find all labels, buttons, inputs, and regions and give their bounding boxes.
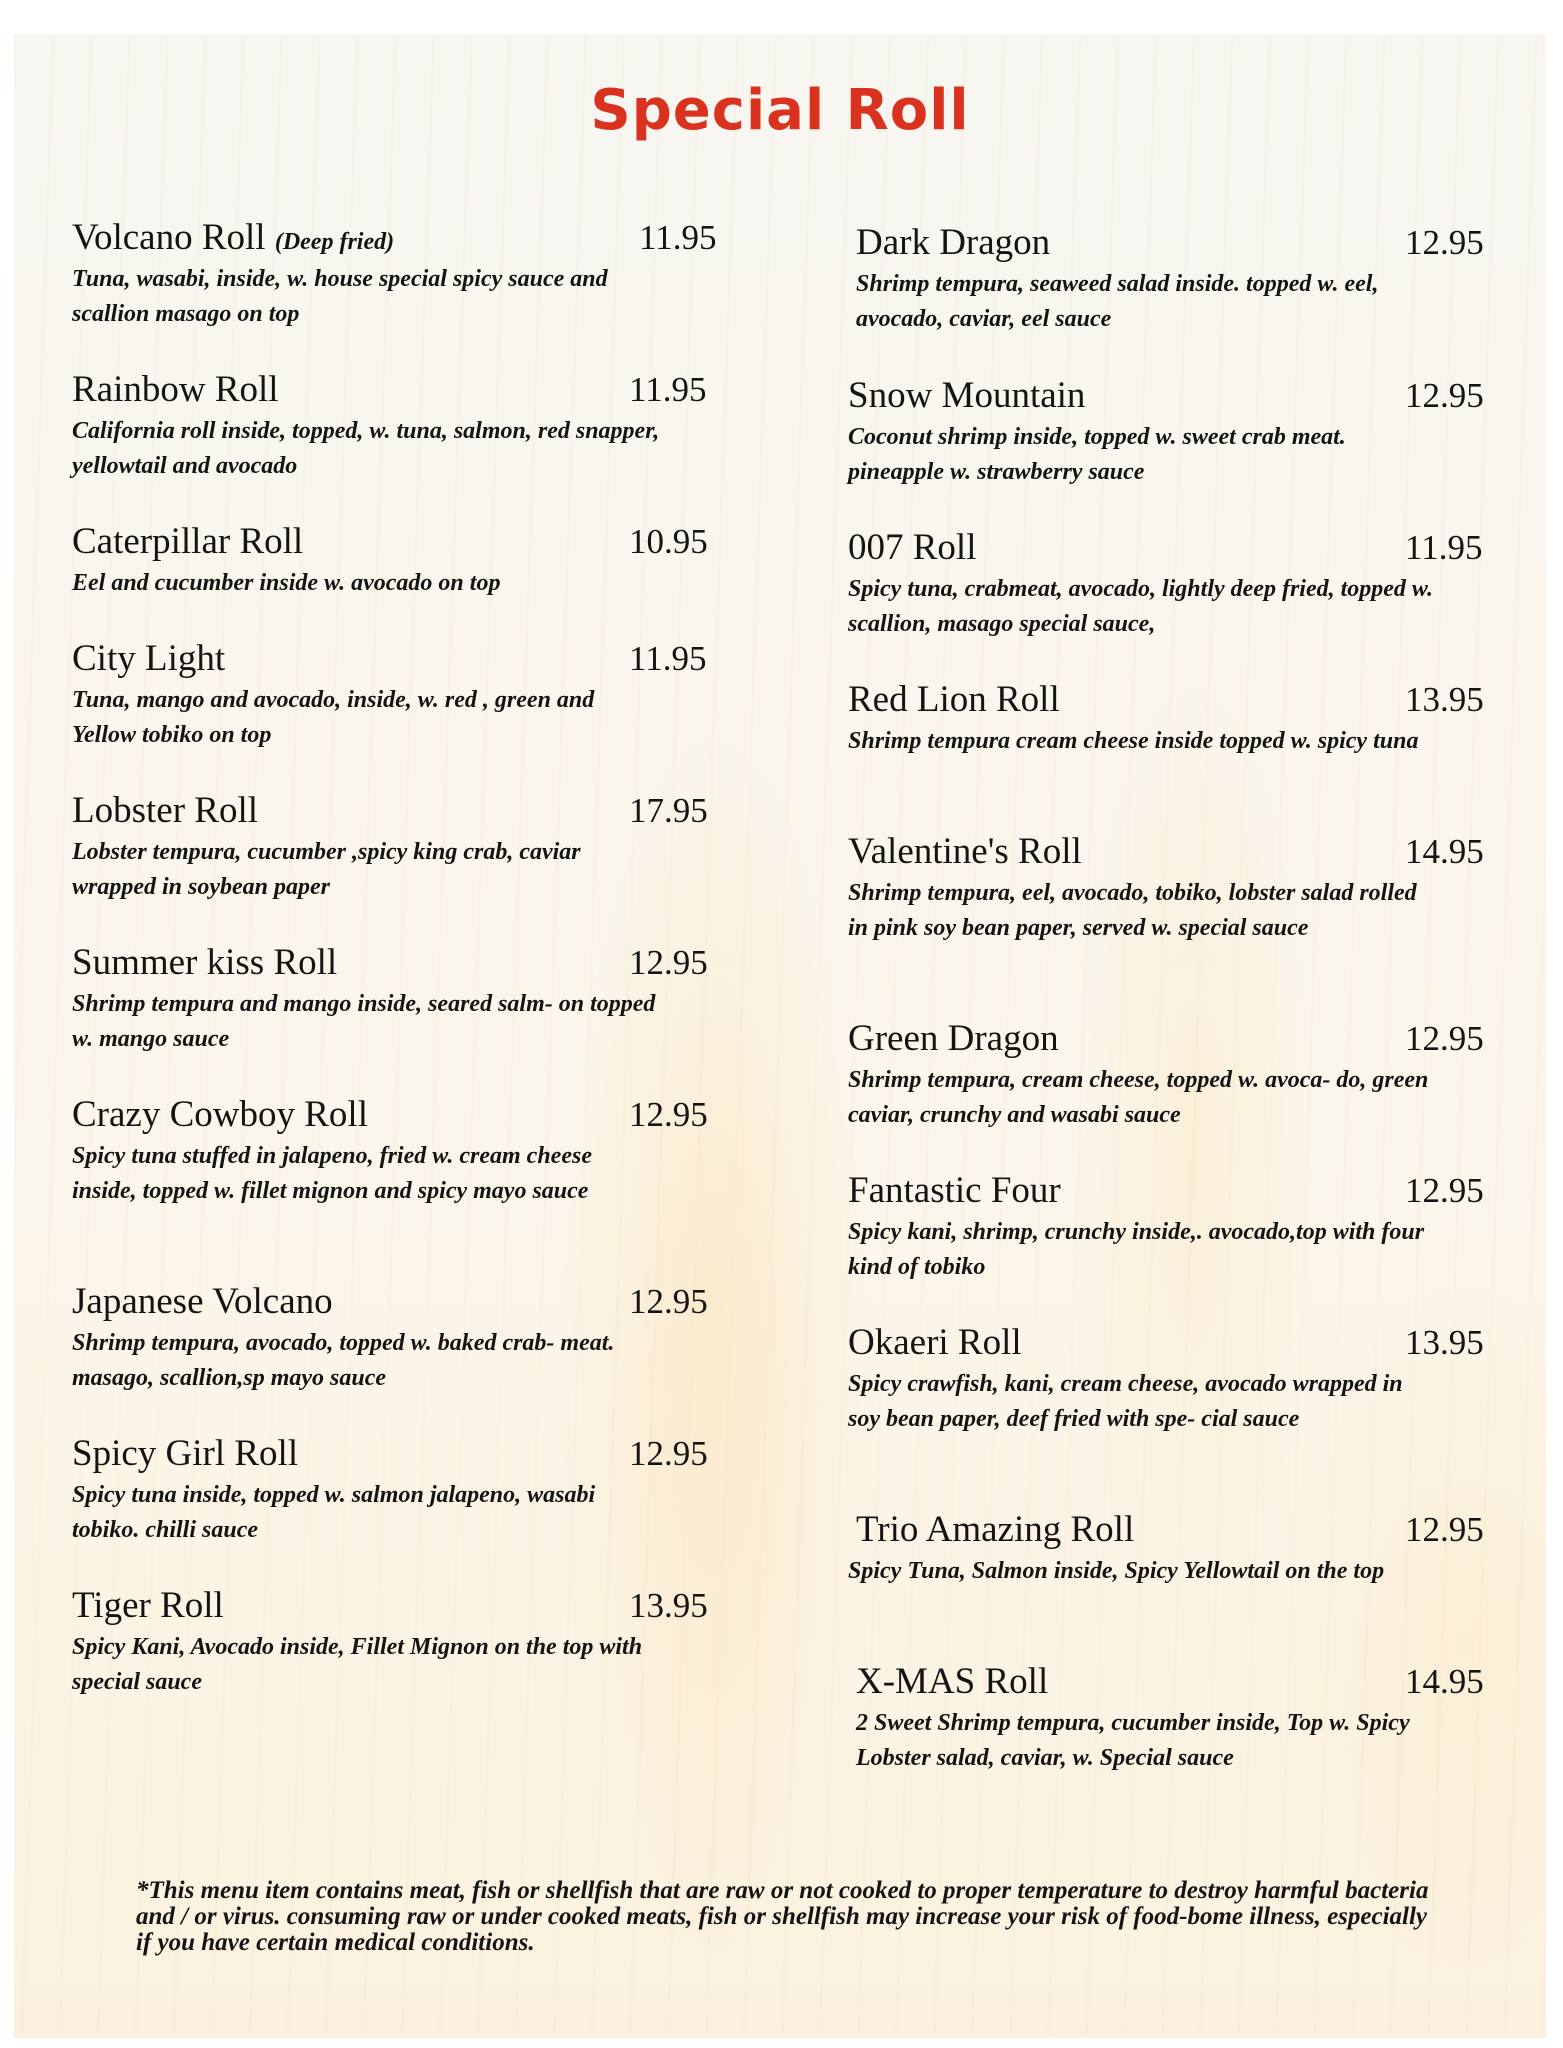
item-description: Shrimp tempura, seaweed salad inside. topped w. eel, avocado, caviar, eel sauce bbox=[856, 271, 1379, 332]
item-price: 12.95 bbox=[1405, 1510, 1484, 1549]
item-name: Dark Dragon bbox=[856, 222, 1051, 263]
item-price: 12.95 bbox=[629, 1282, 708, 1321]
item-price: 17.95 bbox=[629, 791, 708, 830]
item-price: 12.95 bbox=[1405, 223, 1484, 262]
item-description: Shrimp tempura, avocado, topped w. baked crab- meat. masago, scallion,sp mayo sauce bbox=[72, 1330, 615, 1391]
item-price: 12.95 bbox=[629, 1434, 708, 1473]
item-price: 12.95 bbox=[1405, 1171, 1484, 1210]
raw-food-disclaimer: *This menu item contains meat, fish or shellfish that are raw or not cooked to proper temperature to destroy harmful bacteria and / or virus. consuming raw or under cooked meats, fish or shellfish may increase your risk of food-bome illness, especially if you have certain medical conditions. bbox=[136, 1877, 1429, 1956]
item-description: Lobster tempura, cucumber ,spicy king crab, caviar wrapped in soybean paper bbox=[72, 839, 581, 900]
item-description: Spicy tuna stuffed in jalapeno, fried w. cream cheese inside, topped w. fillet mignon and spicy mayo sauce bbox=[72, 1143, 592, 1204]
item-price: 11.95 bbox=[1405, 528, 1483, 567]
item-description: Spicy kani, shrimp, crunchy inside,. avocado,top with four kind of tobiko bbox=[848, 1219, 1425, 1280]
item-name: Green Dragon bbox=[848, 1018, 1059, 1059]
item-price: 12.95 bbox=[629, 1095, 708, 1134]
item-price: 11.95 bbox=[629, 370, 707, 409]
item-name: Spicy Girl Roll bbox=[72, 1433, 299, 1474]
item-description: Shrimp tempura and mango inside, seared salm- on topped w. mango sauce bbox=[72, 991, 656, 1052]
item-name: Tiger Roll bbox=[72, 1585, 224, 1626]
menu-title: Special Roll bbox=[590, 78, 970, 143]
item-name: X-MAS Roll bbox=[856, 1661, 1049, 1702]
item-description: California roll inside, topped, w. tuna, salmon, red snapper, yellowtail and avocado bbox=[72, 418, 660, 479]
item-name: Fantastic Four bbox=[848, 1170, 1061, 1211]
item-description: Shrimp tempura, eel, avocado, tobiko, lobster salad rolled in pink soy bean paper, served w. special sauce bbox=[848, 880, 1417, 941]
item-description: Spicy tuna, crabmeat, avocado, lightly deep fried, topped w. scallion, masago special sauce, bbox=[848, 576, 1434, 637]
item-description: Spicy Kani, Avocado inside, Fillet Mignon on the top with special sauce bbox=[72, 1634, 643, 1695]
item-name: Trio Amazing Roll bbox=[856, 1509, 1135, 1550]
item-name: City Light bbox=[72, 638, 226, 679]
item-description: Spicy crawfish, kani, cream cheese, avocado wrapped in soy bean paper, deef fried with spe- cial sauce bbox=[848, 1371, 1403, 1432]
item-name: Japanese Volcano bbox=[72, 1281, 333, 1322]
item-name: Lobster Roll bbox=[72, 790, 259, 831]
item-note: (Deep fried) bbox=[274, 229, 395, 255]
item-price: 13.95 bbox=[629, 1586, 708, 1625]
item-description: Shrimp tempura, cream cheese, topped w. avoca- do, green caviar, crunchy and wasabi sauce bbox=[848, 1067, 1429, 1128]
item-name: Volcano Roll bbox=[72, 217, 266, 258]
item-name: Rainbow Roll bbox=[72, 369, 279, 410]
item-description: Eel and cucumber inside w. avocado on top bbox=[72, 570, 501, 596]
item-name: Valentine's Roll bbox=[848, 831, 1082, 872]
item-description: Tuna, mango and avocado, inside, w. red , green and Yellow tobiko on top bbox=[72, 687, 595, 748]
item-name: Okaeri Roll bbox=[848, 1322, 1022, 1363]
item-price: 14.95 bbox=[1405, 832, 1484, 871]
menu-page bbox=[14, 34, 1546, 2038]
item-name: 007 Roll bbox=[848, 527, 977, 568]
item-name: Crazy Cowboy Roll bbox=[72, 1094, 368, 1135]
item-description: Coconut shrimp inside, topped w. sweet crab meat. pineapple w. strawberry sauce bbox=[848, 424, 1346, 485]
item-name: Snow Mountain bbox=[848, 375, 1086, 416]
item-price: 10.95 bbox=[629, 522, 708, 561]
item-price: 14.95 bbox=[1405, 1662, 1484, 1701]
item-price: 12.95 bbox=[1405, 1019, 1484, 1058]
item-description: Tuna, wasabi, inside, w. house special spicy sauce and scallion masago on top bbox=[72, 266, 608, 327]
item-description: Spicy Tuna, Salmon inside, Spicy Yellowtail on the top bbox=[848, 1558, 1385, 1584]
item-price: 11.95 bbox=[629, 639, 707, 678]
item-price: 11.95 bbox=[639, 218, 717, 257]
item-name: Summer kiss Roll bbox=[72, 942, 338, 983]
item-price: 13.95 bbox=[1405, 1323, 1484, 1362]
item-price: 12.95 bbox=[1405, 376, 1484, 415]
item-description: 2 Sweet Shrimp tempura, cucumber inside, Top w. Spicy Lobster salad, caviar, w. Special sauce bbox=[856, 1710, 1410, 1771]
item-description: Shrimp tempura cream cheese inside topped w. spicy tuna bbox=[848, 728, 1419, 754]
item-description: Spicy tuna inside, topped w. salmon jalapeno, wasabi tobiko. chilli sauce bbox=[72, 1482, 596, 1543]
item-price: 12.95 bbox=[629, 943, 708, 982]
item-name: Caterpillar Roll bbox=[72, 521, 304, 562]
item-name: Red Lion Roll bbox=[848, 679, 1060, 720]
item-price: 13.95 bbox=[1405, 680, 1484, 719]
